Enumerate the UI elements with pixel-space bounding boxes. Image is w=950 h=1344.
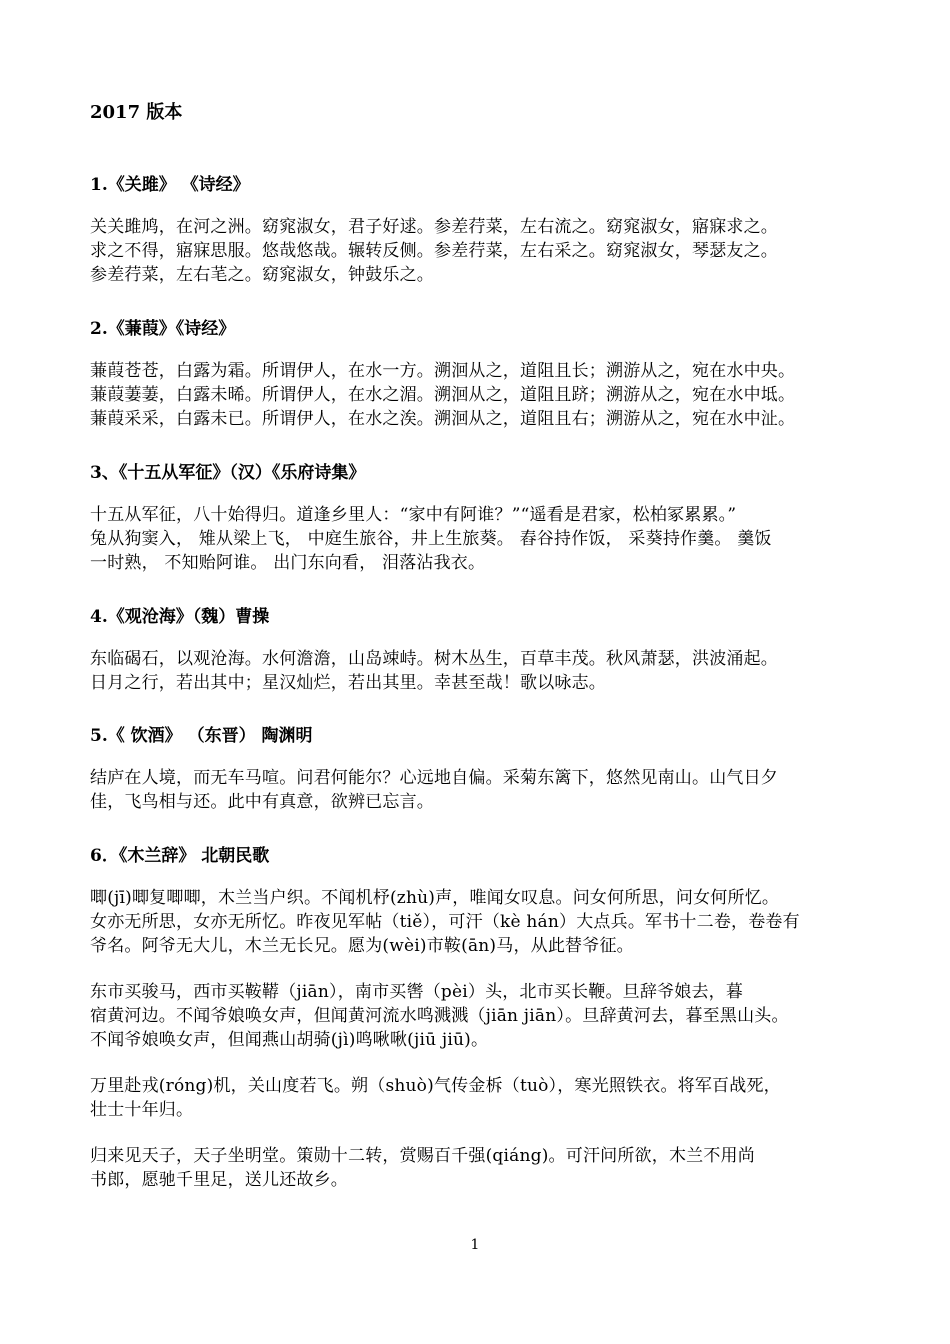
poem-text: 唧(jī)唧复唧唧，木兰当户织。不闻机杼(zhù)声，唯闻女叹息。问女何所思，问女何所忆。 女亦无所思，女亦无所忆。昨夜见军帖（tiě），可汗（kè hán）大点兵。军书十二卷，卷卷有 爷名。阿爷无大儿，木兰无长兄。愿为(wèi)市鞍(ān)马，从此替爷征。 [90, 888, 800, 956]
section-guancanghai [90, 606, 880, 695]
poem-text: 东临碣石，以观沧海。水何澹澹，山岛竦峙。树木丛生，百草丰茂。秋风萧瑟，洪波涌起。 日月之行，若出其中；星汉灿烂，若出其里。幸甚至哉！歌以咏志。 [90, 649, 778, 693]
section-heading: 6．《木兰辞》 北朝民歌 [90, 846, 270, 866]
section-guanju [90, 174, 880, 287]
version-title: 2017 版本 [90, 102, 183, 123]
poem-text: 万里赴戎(róng)机，关山度若飞。朔（shuò)气传金柝（tuò），寒光照铁衣。将军百战死， 壮士十年归。 [90, 1076, 781, 1120]
section-heading: 5.《 饮酒》 （东晋） 陶渊明 [90, 726, 313, 746]
poem-text: 归来见天子，天子坐明堂。策勋十二转，赏赐百千强(qiáng)。可汗问所欲，木兰不用尚 书郎，愿驰千里足，送儿还故乡。 [90, 1146, 755, 1190]
page-number: 1 [470, 1237, 480, 1253]
section-mulanci [90, 845, 880, 1192]
section-shiwu [90, 462, 880, 575]
section-jianjia [90, 318, 880, 431]
poem-text: 东市买骏马，西市买鞍鞯（jiān），南市买辔（pèi）头，北市买长鞭。旦辞爷娘去，暮 宿黄河边。不闻爷娘唤女声，但闻黄河流水鸣溅溅（jiān jiān）。旦辞黄河去，暮至黑山头。 不闻爷娘唤女声，但闻燕山胡骑(jì)鸣啾啾(jiū jiū)。 [90, 982, 789, 1050]
poem-text: 蒹葭苍苍，白露为霜。所谓伊人，在水一方。溯洄从之，道阻且长；溯游从之，宛在水中央。 蒹葭萋萋，白露未晞。所谓伊人，在水之湄。溯洄从之，道阻且跻；溯游从之，宛在水中坻。 蒹葭采采，白露未已。所谓伊人，在水之涘。溯洄从之，道阻且右；溯游从之，宛在水中沚。 [90, 361, 796, 429]
section-heading: 2.《蒹葭》《诗经》 [90, 319, 236, 339]
poem-text: 十五从军征，八十始得归。道逢乡里人：“家中有阿谁？”“遥看是君家，松柏冢累累。” 兔从狗窦入， 雉从梁上飞， 中庭生旅谷，井上生旅葵。 舂谷持作饭， 采葵持作羹。 羹饭 一时熟， 不知贻阿谁。 出门东向看， 泪落沾我衣。 [90, 505, 772, 573]
poem-text: 结庐在人境，而无车马喧。问君何能尔？心远地自偏。采菊东篱下，悠然见南山。山气日夕 佳，飞鸟相与还。此中有真意，欲辨已忘言。 [90, 768, 778, 812]
section-yinjiu [90, 725, 880, 814]
section-heading: 4.《观沧海》（魏）曹操 [90, 607, 270, 627]
section-heading: 1.《关雎》 《诗经》 [90, 175, 250, 195]
section-heading: 3、《十五从军征》（汉）《乐府诗集》 [90, 463, 366, 483]
poem-text: 关关雎鸠，在河之洲。窈窕淑女，君子好逑。参差荇菜，左右流之。窈窕淑女，寤寐求之。 求之不得，寤寐思服。悠哉悠哉。辗转反侧。参差荇菜，左右采之。窈窕淑女，琴瑟友之。 参差荇菜，左右芼之。窈窕淑女，钟鼓乐之。 [90, 217, 778, 285]
